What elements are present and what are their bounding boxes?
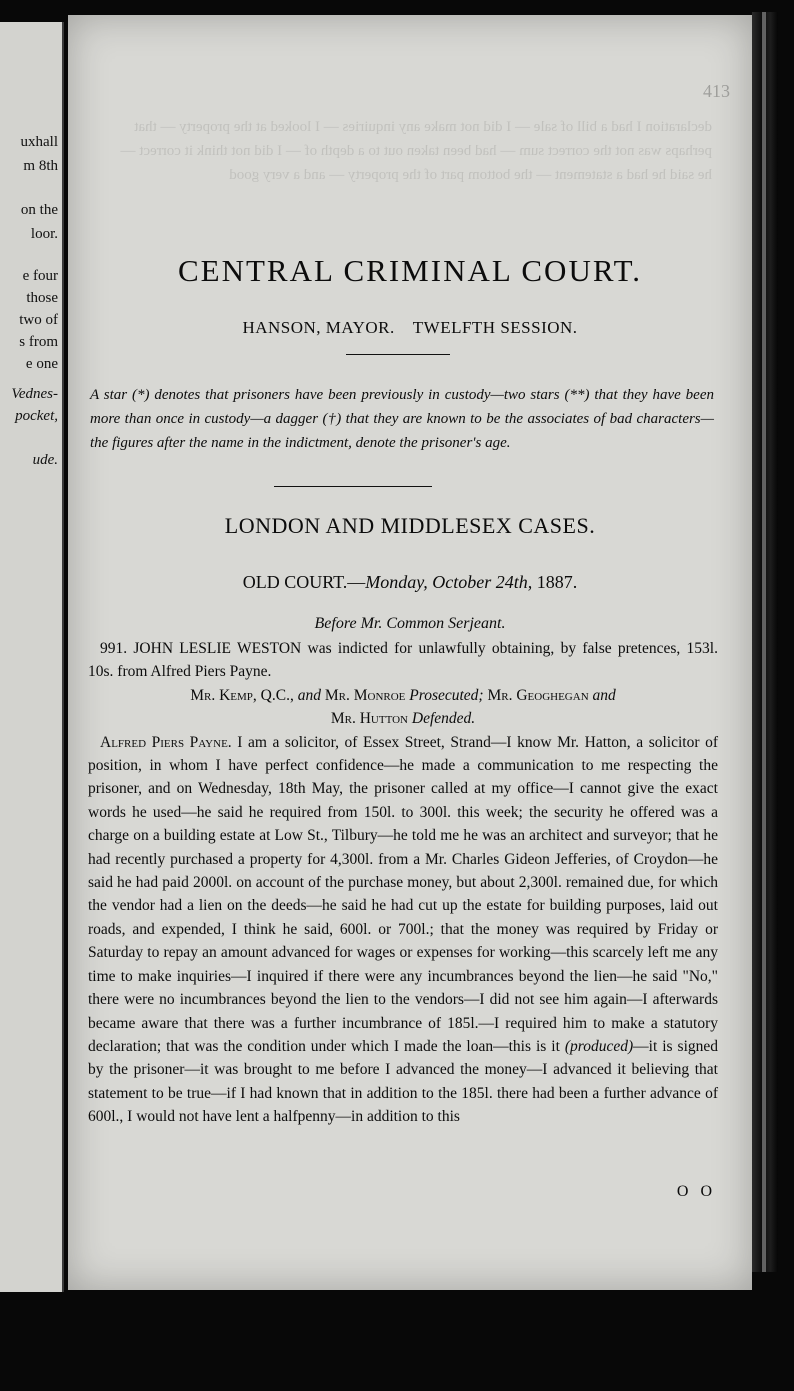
case-indictment bbox=[88, 637, 718, 684]
case-charge: was indicted for unlawfully obtaining, by false pretences, 153l. 10s. from Alfred Piers Payne. bbox=[88, 640, 718, 681]
counsel-name: Mr. Hutton bbox=[330, 710, 408, 728]
counsel-conjunction: and bbox=[297, 686, 325, 704]
left-page-line: ude. bbox=[32, 452, 58, 468]
left-page-line: uxhall bbox=[20, 134, 58, 150]
session-year: 1887. bbox=[532, 572, 578, 592]
signature-mark: O O bbox=[676, 1183, 716, 1200]
left-page-line: loor. bbox=[30, 226, 58, 242]
left-page-line: Vednes- bbox=[11, 386, 58, 402]
left-page-line: those bbox=[26, 290, 58, 306]
counsel-name: Mr. Geoghegan bbox=[487, 686, 589, 704]
book-edge bbox=[752, 12, 778, 1272]
court-name: OLD COURT.— bbox=[242, 572, 366, 592]
counsel-role: Prosecuted; bbox=[405, 686, 488, 704]
session-date: Monday, October 24th, bbox=[365, 572, 533, 592]
produced-note: (produced) bbox=[559, 1037, 634, 1055]
witness-testimony bbox=[88, 731, 718, 1129]
court-title: CENTRAL CRIMINAL COURT. bbox=[177, 253, 643, 288]
witness-name: Alfred Piers Payne. bbox=[100, 733, 232, 751]
counsel-title: , Q.C., bbox=[252, 686, 298, 704]
session-line bbox=[68, 318, 752, 338]
counsel-role: Defended. bbox=[408, 710, 476, 728]
counsel-line bbox=[88, 684, 718, 731]
left-page-line: m 8th bbox=[23, 158, 58, 174]
divider-rule bbox=[346, 354, 450, 355]
mayor-name: HANSON, MAYOR. bbox=[242, 318, 395, 337]
counsel-name: Mr. Monroe bbox=[324, 686, 406, 704]
left-facing-page bbox=[0, 22, 64, 1292]
bleed-through-text: declaration I had a bill of sale — I did not make any inquiries — I looked at the property — that perhaps was not the correct sum — had been taken out to a depth of — I did not think it correct — he said he had a statement — the bottom part of the property — and a very good bbox=[120, 119, 712, 183]
judge-line: Before Mr. Common Serjeant. bbox=[314, 615, 506, 632]
left-page-line: pocket, bbox=[15, 408, 58, 424]
left-page-line: on the bbox=[20, 202, 58, 218]
case-number-name: 991. JOHN LESLIE WESTON bbox=[100, 640, 302, 657]
page-edge-highlight bbox=[762, 12, 766, 1272]
left-page-line: two of bbox=[19, 312, 58, 328]
document-page bbox=[68, 15, 752, 1290]
counsel-conjunction: and bbox=[588, 686, 616, 704]
star-note: A star (*) denotes that prisoners have been previously in custody—two stars (**) that they have been more than once in custody—a dagger (†) that they are known to be the associates of bad characters—the figures after the name in the indictment, denote the prisoner's age. bbox=[90, 387, 714, 451]
counsel-name: Mr. Kemp bbox=[190, 686, 253, 704]
left-page-line: s from bbox=[19, 334, 58, 350]
testimony-text: I am a solicitor, of Essex Street, Strand—I know Mr. Hatton, a solicitor of position, in whom I have perfect confidence—he made a communication to me respecting the prisoner, and on Wednesday, 18th May, the prisoner called at my office—I cannot give the exact words he used—he said he required from 150l. to 300l. this week; the security he offered was a charge on a building estate at Low St., Tilbury—he told me he was an architect and surveyor; that he had recently purchased a property for 4,300l. from a Mr. Charles Gideon Jefferies, of Croydon—he said he had paid 2000l. on account of the purchase money, but about 2,300l. remained due, for which the vendor had a lien on the deeds—he said he had cut up the estate for building purposes, laid out roads, and expended, I think he said, 600l. or 700l.; that the money was required by Friday or Saturday to repay an amount advanced for wages or expenses for working—this scarcely left me any time to make inquiries—I inquired if there were any incumbrances beyond the lien—he said "No," there were no incumbrances beyond the lien to the vendors—I did not see him again—I afterwards became aware that there was a further incumbrance of 185l.—I required him to make a statutory declaration; that was the condition under which I made the loan—this is it bbox=[88, 733, 718, 1055]
session-name: TWELFTH SESSION. bbox=[412, 318, 578, 337]
court-date-line bbox=[68, 572, 752, 593]
cases-heading: LONDON AND MIDDLESEX CASES. bbox=[224, 513, 596, 538]
divider-rule bbox=[274, 486, 432, 487]
left-page-line: e four bbox=[22, 268, 58, 284]
left-page-line: e one bbox=[25, 356, 58, 372]
case-body bbox=[88, 637, 718, 1129]
page-number: 413 bbox=[703, 81, 730, 101]
testimony-text-continued: —it is signed by the prisoner—it was brought to me before I advanced the money—I advanced it believing that statement to be true—if I had known that in addition to the 185l. there had been a further advance of 600l., I would not have lent a halfpenny—in addition to this bbox=[88, 1037, 719, 1126]
